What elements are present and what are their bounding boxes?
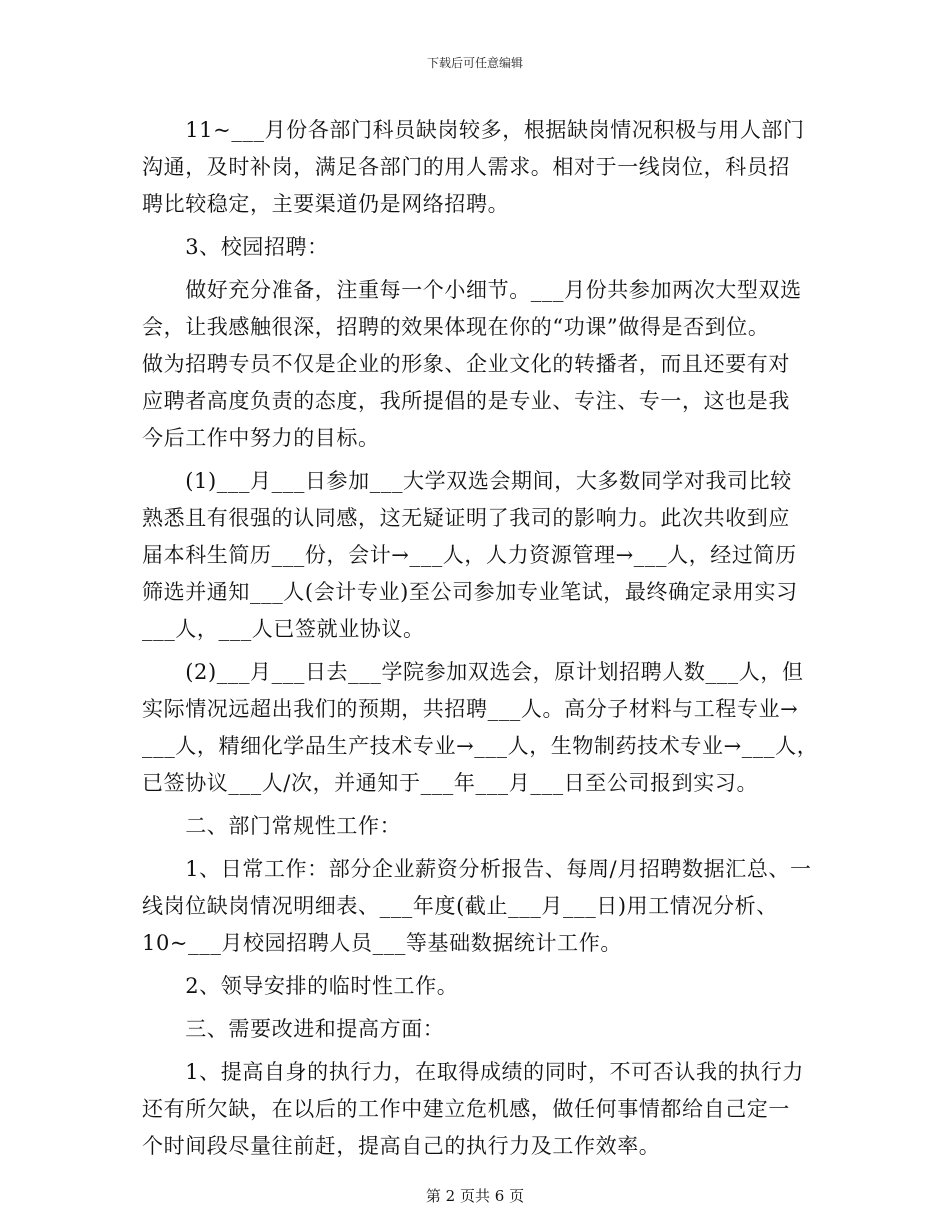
text-line: ___人，___人已签就业协议。 (142, 617, 425, 641)
text-line: 3、校园招聘： (142, 235, 329, 259)
text-line: (2)___月___日去___学院参加双选会，原计划招聘人数___人，但 (142, 660, 804, 684)
text-line: 还有所欠缺，在以后的工作中建立危机感，做任何事情都给自己定一 (142, 1097, 790, 1121)
body-text (142, 112, 819, 1165)
text-line: 二、部门常规性工作： (142, 814, 402, 838)
text-line: 三、需要改进和提高方面： (142, 1017, 445, 1041)
text-line: 10~___月校园招聘人员___等基础数据统计工作。 (142, 931, 622, 955)
text-line: 今后工作中努力的目标。 (142, 426, 380, 450)
text-line: 线岗位缺岗情况明细表、___年度(截止___月___日)用工情况分析、 (142, 894, 778, 918)
text-line: 会，让我感触很深，招聘的效果体现在你的“功课”做得是否到位。 (142, 315, 770, 339)
text-line: 届本科生简历___份，会计→___人，人力资源管理→___人，经过简历 (142, 543, 797, 567)
text-line: 1、日常工作：部分企业薪资分析报告、每周/月招聘数据汇总、一 (142, 857, 812, 881)
text-line: 沟通，及时补岗，满足各部门的用人需求。相对于一线岗位，科员招 (142, 155, 790, 179)
text-line: 应聘者高度负责的态度，我所提倡的是专业、专注、专一，这也是我 (142, 389, 790, 413)
text-line: 聘比较稳定，主要渠道仍是网络招聘。 (142, 192, 510, 216)
text-line: 实际情况远超出我们的预期，共招聘___人。高分子材料与工程专业→ (142, 697, 799, 721)
page-header: 下载后可任意编辑 (426, 56, 523, 70)
text-line: 个时间段尽量往前赶，提高自己的执行力及工作效率。 (142, 1134, 661, 1158)
text-line: 筛选并通知___人(会计专业)至公司参加专业笔试，最终确定录用实习 (142, 580, 798, 604)
page-footer: 第 2 页共 6 页 (425, 1187, 525, 1205)
text-line: 做好充分准备，注重每一个小细节。___月份共参加两次大型双选 (142, 278, 802, 302)
text-line: 1、提高自身的执行力，在取得成绩的同时，不可否认我的执行力 (142, 1060, 804, 1084)
text-line: 熟悉且有很强的认同感，这无疑证明了我司的影响力。此次共收到应 (142, 506, 790, 530)
text-line: 做为招聘专员不仅是企业的形象、企业文化的转播者，而且还要有对 (142, 352, 790, 376)
text-line: ___人，精细化学品生产技术专业→___人，生物制药技术专业→___人， (142, 734, 819, 758)
text-line: 11~___月份各部门科员缺岗较多，根据缺岗情况积极与用人部门 (142, 118, 805, 142)
text-line: 已签协议___人/次，并通知于___年___月___日至公司报到实习。 (142, 771, 759, 795)
text-line: 2、领导安排的临时性工作。 (142, 974, 459, 998)
text-line: (1)___月___日参加___大学双选会期间，大多数同学对我司比较 (142, 469, 792, 493)
